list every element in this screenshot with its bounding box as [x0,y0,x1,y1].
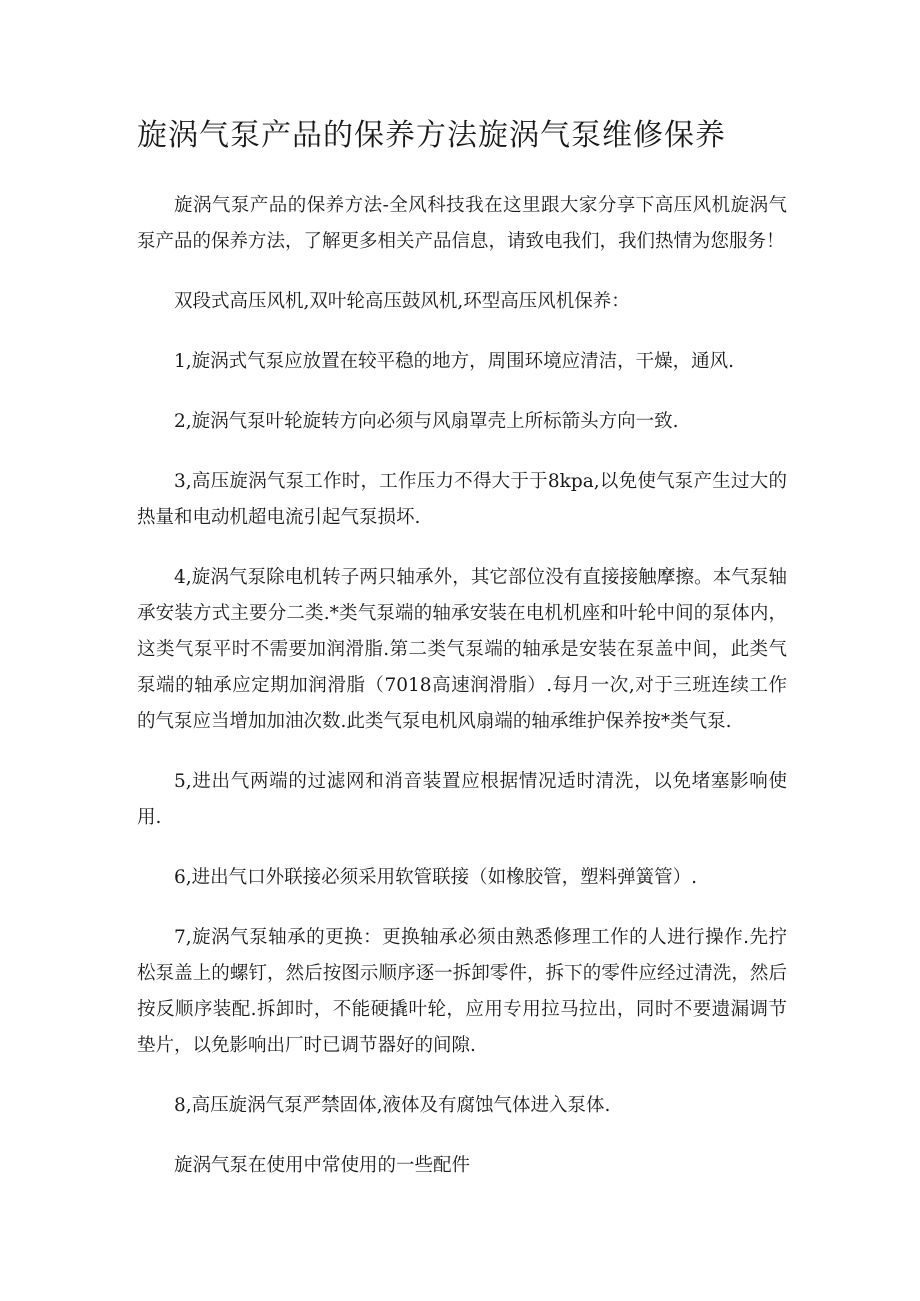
maintenance-item-5: 5,进出气两端的过滤网和消音装置应根据情况适时清洗，以免堵塞影响使用. [137,771,787,828]
document-title: 旋涡气泵产品的保养方法旋涡气泵维修保养 [137,118,726,153]
maintenance-heading: 双段式高压风机,双叶轮高压鼓风机,环型高压风机保养： [174,291,630,312]
maintenance-item-3: 3,高压旋涡气泵工作时，工作压力不得大于于8kpa,以免使气泵产生过大的热量和电动机超电流引起气泵损坏. [137,471,787,528]
maintenance-item-4: 4,旋涡气泵除电机转子两只轴承外，其它部位没有直接接触摩擦。本气泵轴承安装方式主要分二类.*类气泵端的轴承安装在电机机座和叶轮中间的泵体内，这类气泵平时不需要加润滑脂.第二类气泵端的轴承是安装在泵盖中间，此类气泵端的轴承应定期加润滑脂（7018高速润滑脂）.每月一次,对于三班连续工作的气泵应当增加加油次数.此类气泵电机风扇端的轴承维护保养按*类气泵. [137,567,787,732]
maintenance-item-8: 8,高压旋涡气泵严禁固体,液体及有腐蚀气体进入泵体. [174,1095,611,1116]
maintenance-item-7: 7,旋涡气泵轴承的更换：更换轴承必须由熟悉修理工作的人进行操作.先拧松泵盖上的螺钉，然后按图示顺序逐一拆卸零件，拆下的零件应经过清洗，然后按反顺序装配.拆卸时，不能硬撬叶轮，应用专用拉马拉出，同时不要遗漏调节垫片，以免影响出厂时已调节器好的间隙. [137,927,787,1056]
maintenance-item-6: 6,进出气口外联接必须采用软管联接（如橡胶管，塑料弹簧管）. [174,867,698,888]
accessories-heading: 旋涡气泵在使用中常使用的一些配件 [174,1155,471,1176]
intro-paragraph: 旋涡气泵产品的保养方法-全风科技我在这里跟大家分享下高压风机旋涡气泵产品的保养方法，了解更多相关产品信息，请致电我们，我们热情为您服务！ [137,195,787,252]
maintenance-item-2: 2,旋涡气泵叶轮旋转方向必须与风扇罩壳上所标箭头方向一致. [174,411,679,432]
maintenance-item-1: 1,旋涡式气泵应放置在较平稳的地方，周围环境应清洁，干燥，通风. [174,351,735,372]
document-body [137,188,787,1208]
